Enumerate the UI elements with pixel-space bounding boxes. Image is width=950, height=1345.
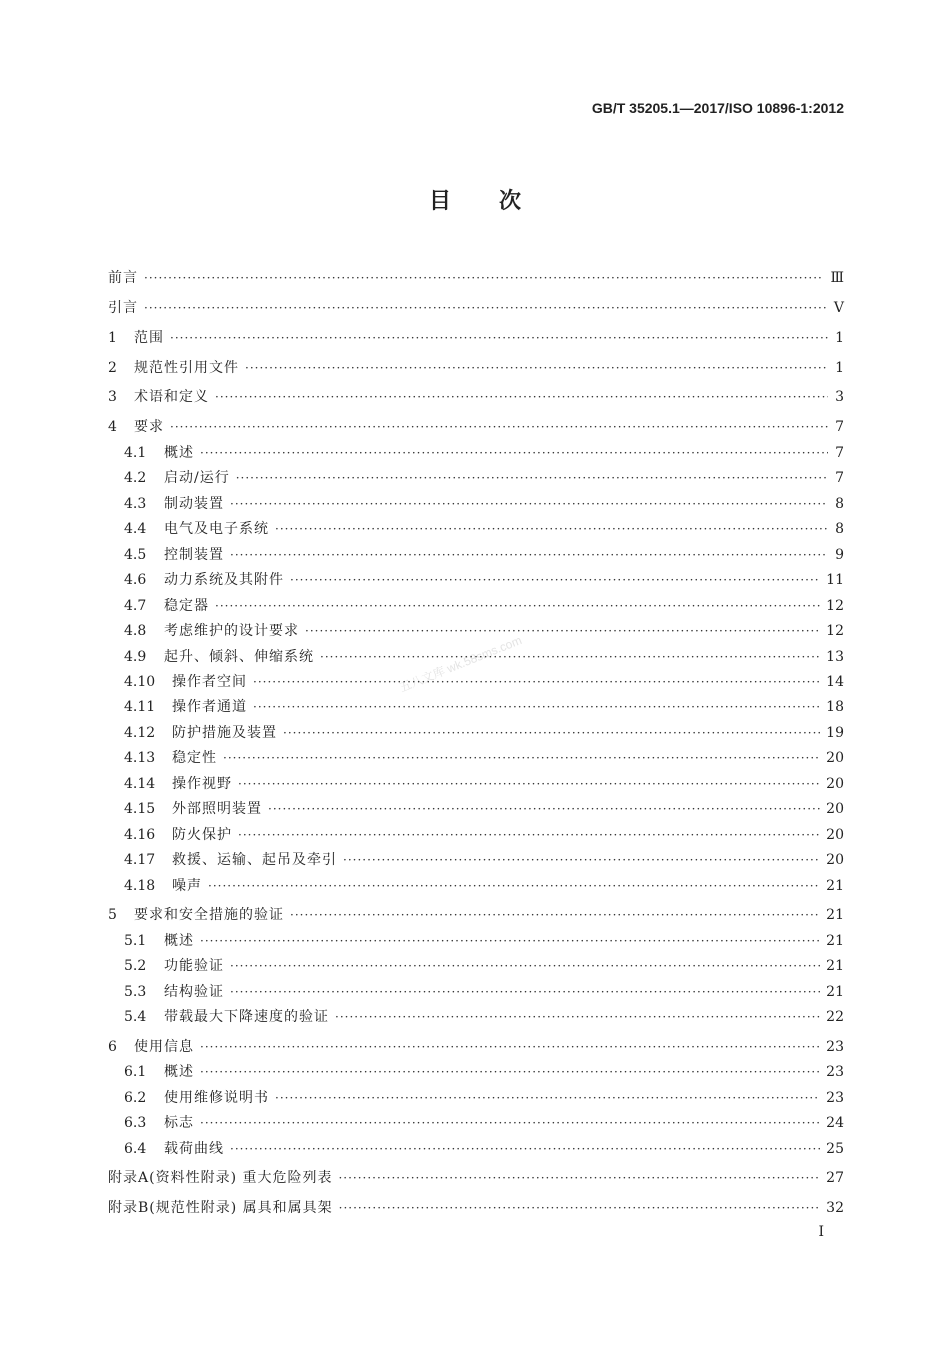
- toc-leader-dots: [200, 1062, 820, 1082]
- toc-entry-number: 5.2: [124, 958, 147, 974]
- toc-leader-dots: [339, 1198, 821, 1218]
- toc-entry-number: 6: [108, 1039, 117, 1055]
- toc-leader-dots: [268, 799, 820, 819]
- toc-leader-dots: [290, 570, 820, 590]
- toc-entry[interactable]: [108, 1037, 844, 1057]
- toc-entry-number: 4.17: [124, 852, 156, 868]
- toc-entry-page: 21: [826, 984, 844, 1000]
- toc-entry-page: 19: [826, 725, 844, 741]
- toc-entry-number: 5.1: [124, 933, 147, 949]
- toc-leader-dots: [290, 905, 820, 925]
- toc-entry-page: 1: [835, 360, 844, 376]
- toc-entry-number: 4: [108, 419, 117, 435]
- toc-leader-dots: [253, 672, 820, 692]
- toc-entry-page: 9: [835, 547, 844, 563]
- toc-entry-page: 27: [826, 1170, 844, 1186]
- toc-leader-dots: [275, 519, 828, 539]
- toc-leader-dots: [230, 982, 820, 1002]
- toc-leader-dots: [275, 1088, 820, 1108]
- toc-entry-page: 8: [835, 521, 844, 537]
- toc-entry-title: 前言: [108, 270, 138, 286]
- toc-leader-dots: [230, 494, 828, 514]
- toc-entry-page: 14: [826, 674, 844, 690]
- toc-entry-title: 操作者空间: [172, 674, 247, 690]
- toc-entry-title: 噪声: [172, 878, 202, 894]
- toc-entry-page: Ⅲ: [830, 270, 844, 286]
- toc-entry[interactable]: [124, 468, 844, 488]
- toc-leader-dots: [208, 876, 820, 896]
- toc-leader-dots: [170, 328, 828, 348]
- toc-leader-dots: [245, 358, 828, 378]
- toc-entry-number: 4.11: [124, 699, 156, 715]
- toc-entry-page: 22: [826, 1009, 844, 1025]
- toc-entry-title: 启动/运行: [164, 470, 230, 486]
- toc-leader-dots: [236, 468, 828, 488]
- toc-entry-number: 6.1: [124, 1064, 147, 1080]
- toc-entry[interactable]: [124, 825, 844, 845]
- toc-leader-dots: [200, 931, 820, 951]
- toc-entry[interactable]: [124, 774, 844, 794]
- toc-entry-page: 20: [826, 801, 844, 817]
- toc-entry-page: 1: [835, 330, 844, 346]
- toc-entry-title: 考虑维护的设计要求: [164, 623, 299, 639]
- toc-entry[interactable]: [124, 519, 844, 539]
- toc-entry-title: 要求和安全措施的验证: [134, 907, 284, 923]
- toc-leader-dots: [215, 387, 828, 407]
- toc-entry[interactable]: [108, 1168, 844, 1188]
- toc-entry-number: 4.5: [124, 547, 147, 563]
- toc-entry-title: 附录A(资料性附录) 重大危险列表: [108, 1170, 333, 1186]
- toc-entry[interactable]: [108, 298, 844, 318]
- toc-entry-number: 6.2: [124, 1090, 147, 1106]
- toc-entry-page: Ⅴ: [833, 300, 844, 316]
- toc-entry-number: 3: [108, 389, 117, 405]
- toc-entry[interactable]: [124, 545, 844, 565]
- toc-entry-page: 21: [826, 907, 844, 923]
- toc-leader-dots: [230, 1139, 820, 1159]
- toc-entry-title: 制动装置: [164, 496, 224, 512]
- toc-entry-page: 20: [826, 750, 844, 766]
- toc-entry-number: 4.8: [124, 623, 147, 639]
- toc-entry-page: 23: [826, 1064, 844, 1080]
- toc-entry[interactable]: [124, 570, 844, 590]
- toc-entry[interactable]: [124, 931, 844, 951]
- toc-entry-page: 20: [826, 827, 844, 843]
- watermark-text: 五八文库 wk.58sms.com: [397, 632, 524, 695]
- toc-entry-page: 21: [826, 958, 844, 974]
- toc-entry-number: 6.3: [124, 1115, 147, 1131]
- toc-entry-page: 24: [826, 1115, 844, 1131]
- toc-entry-title: 范围: [134, 330, 164, 346]
- toc-entry-page: 23: [826, 1090, 844, 1106]
- toc-entry-title: 概述: [164, 1064, 194, 1080]
- toc-entry-page: 12: [826, 623, 844, 639]
- toc-leader-dots: [343, 850, 820, 870]
- toc-entry[interactable]: [108, 1198, 844, 1218]
- toc-entry[interactable]: [124, 1088, 844, 1108]
- toc-leader-dots: [283, 723, 820, 743]
- toc-leader-dots: [238, 774, 820, 794]
- toc-entry[interactable]: [124, 697, 844, 717]
- toc-entry[interactable]: [124, 1113, 844, 1133]
- toc-leader-dots: [230, 545, 828, 565]
- toc-entry-title: 结构验证: [164, 984, 224, 1000]
- toc-entry-title: 要求: [134, 419, 164, 435]
- toc-entry-title: 功能验证: [164, 958, 224, 974]
- toc-entry[interactable]: [124, 748, 844, 768]
- toc-entry-number: 4.14: [124, 776, 156, 792]
- toc-entry-number: 1: [108, 330, 117, 346]
- toc-entry-title: 操作者通道: [172, 699, 247, 715]
- toc-entry-title: 标志: [164, 1115, 194, 1131]
- page-title: 目次: [428, 189, 569, 214]
- toc-entry[interactable]: [108, 328, 844, 348]
- toc-leader-dots: [305, 621, 820, 641]
- toc-entry-number: 4.3: [124, 496, 147, 512]
- toc-entry[interactable]: [124, 443, 844, 463]
- toc-entry-title: 防火保护: [172, 827, 232, 843]
- toc-leader-dots: [144, 298, 828, 318]
- toc-entry-title: 动力系统及其附件: [164, 572, 284, 588]
- toc-entry-page: 11: [826, 572, 844, 588]
- toc-entry[interactable]: [124, 1139, 844, 1159]
- toc-entry-title: 救援、运输、起吊及牵引: [172, 852, 337, 868]
- toc-entry-number: 4.16: [124, 827, 156, 843]
- standard-code-header: GB/T 35205.1—2017/ISO 10896-1:2012: [591, 100, 844, 116]
- toc-entry-title: 外部照明装置: [172, 801, 262, 817]
- toc-entry[interactable]: [124, 494, 844, 514]
- toc-entry[interactable]: [124, 672, 844, 692]
- toc-leader-dots: [238, 825, 820, 845]
- toc-entry[interactable]: [124, 723, 844, 743]
- toc-leader-dots: [223, 748, 820, 768]
- toc-entry-title: 引言: [108, 300, 138, 316]
- toc-entry[interactable]: [124, 799, 844, 819]
- toc-entry-title: 概述: [164, 933, 194, 949]
- toc-entry[interactable]: [108, 387, 844, 407]
- toc-leader-dots: [230, 956, 820, 976]
- toc-entry-page: 7: [835, 445, 844, 461]
- toc-entry-title: 附录B(规范性附录) 属具和属具架: [108, 1200, 333, 1216]
- toc-entry-number: 4.15: [124, 801, 156, 817]
- toc-entry-page: 12: [826, 598, 844, 614]
- toc-entry[interactable]: [124, 956, 844, 976]
- toc-entry-page: 21: [826, 878, 844, 894]
- toc-entry[interactable]: [124, 876, 844, 896]
- toc-leader-dots: [320, 647, 820, 667]
- toc-entry[interactable]: [124, 1007, 844, 1027]
- toc-entry[interactable]: [124, 621, 844, 641]
- toc-entry-page: 18: [826, 699, 844, 715]
- toc-entry-page: 23: [826, 1039, 844, 1055]
- toc-entry-title: 术语和定义: [134, 389, 209, 405]
- toc-entry-title: 稳定性: [172, 750, 217, 766]
- toc-entry-number: 4.10: [124, 674, 156, 690]
- toc-entry-title: 概述: [164, 445, 194, 461]
- toc-leader-dots: [200, 443, 828, 463]
- toc-entry-number: 4.6: [124, 572, 147, 588]
- toc-entry-page: 7: [835, 470, 844, 486]
- toc-entry-page: 21: [826, 933, 844, 949]
- toc-entry[interactable]: [108, 905, 844, 925]
- toc-entry[interactable]: [124, 596, 844, 616]
- toc-entry-title: 使用维修说明书: [164, 1090, 269, 1106]
- toc-entry[interactable]: [108, 417, 844, 437]
- toc-entry-page: 13: [826, 649, 844, 665]
- toc-entry-title: 电气及电子系统: [164, 521, 269, 537]
- toc-entry-number: 4.18: [124, 878, 156, 894]
- toc-entry-number: 4.1: [124, 445, 147, 461]
- toc-entry-title: 使用信息: [134, 1039, 194, 1055]
- toc-leader-dots: [144, 268, 824, 288]
- toc-entry-title: 控制装置: [164, 547, 224, 563]
- toc-entry-page: 7: [835, 419, 844, 435]
- toc-entry-number: 6.4: [124, 1141, 147, 1157]
- toc-entry-number: 4.12: [124, 725, 156, 741]
- toc-entry[interactable]: [124, 982, 844, 1002]
- toc-entry-title: 载荷曲线: [164, 1141, 224, 1157]
- toc-entry-number: 4.13: [124, 750, 156, 766]
- toc-entry-page: 20: [826, 776, 844, 792]
- toc-entry-number: 5.3: [124, 984, 147, 1000]
- toc-entry-page: 8: [835, 496, 844, 512]
- toc-entry-number: 4.7: [124, 598, 147, 614]
- toc-entry-number: 4.4: [124, 521, 147, 537]
- toc-entry-title: 稳定器: [164, 598, 209, 614]
- toc-leader-dots: [215, 596, 820, 616]
- toc-entry-title: 操作视野: [172, 776, 232, 792]
- toc-entry-title: 防护措施及装置: [172, 725, 277, 741]
- toc-leader-dots: [335, 1007, 820, 1027]
- toc-entry-page: 32: [826, 1200, 844, 1216]
- toc-leader-dots: [170, 417, 828, 437]
- toc-entry-title: 规范性引用文件: [134, 360, 239, 376]
- page-number: I: [818, 1224, 824, 1240]
- toc-entry[interactable]: [124, 1062, 844, 1082]
- toc-entry[interactable]: [124, 647, 844, 667]
- toc-entry-page: 20: [826, 852, 844, 868]
- toc-entry[interactable]: [108, 358, 844, 378]
- toc-entry-number: 5.4: [124, 1009, 147, 1025]
- toc-entry-number: 4.2: [124, 470, 147, 486]
- toc-leader-dots: [200, 1037, 820, 1057]
- toc-entry[interactable]: [108, 268, 844, 288]
- toc-entry-number: 4.9: [124, 649, 147, 665]
- toc-entry-page: 25: [826, 1141, 844, 1157]
- toc-leader-dots: [200, 1113, 820, 1133]
- toc-entry-title: 带载最大下降速度的验证: [164, 1009, 329, 1025]
- toc-entry-number: 5: [108, 907, 117, 923]
- toc-entry-title: 起升、倾斜、伸缩系统: [164, 649, 314, 665]
- toc-leader-dots: [253, 697, 820, 717]
- toc-leader-dots: [338, 1168, 820, 1188]
- toc-entry-page: 3: [835, 389, 844, 405]
- toc-entry-number: 2: [108, 360, 117, 376]
- toc-entry[interactable]: [124, 850, 844, 870]
